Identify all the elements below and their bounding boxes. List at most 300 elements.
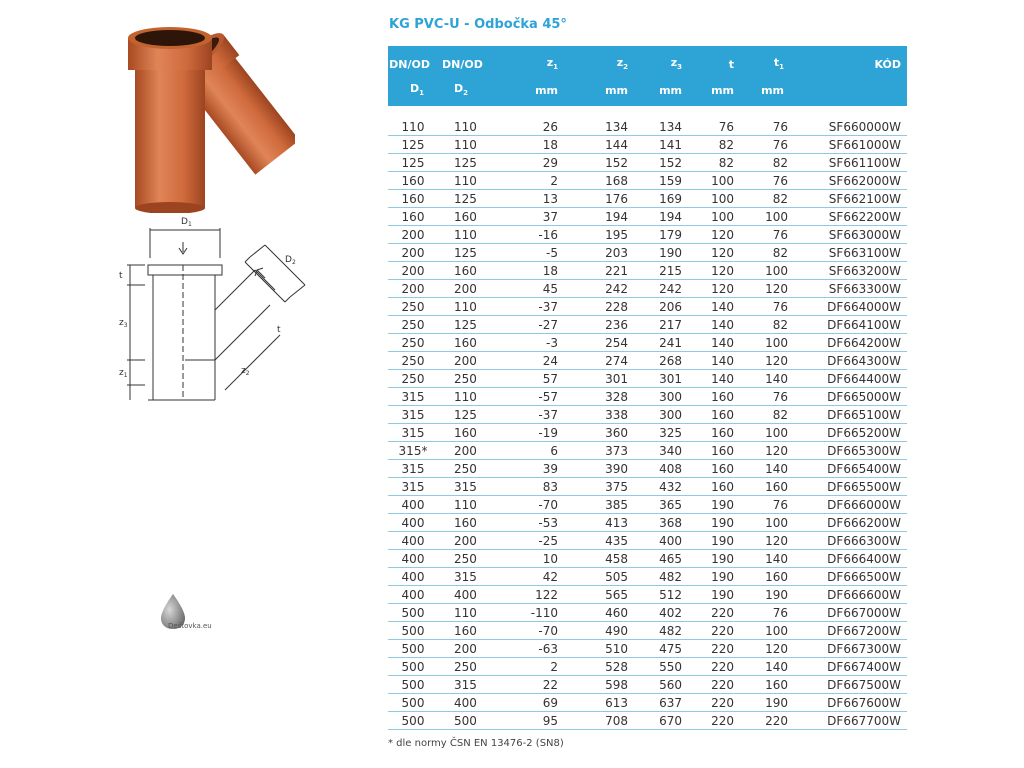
table-row (388, 676, 907, 694)
table-cell: 400 (388, 550, 438, 568)
table-cell: 110 (438, 388, 490, 406)
table-cell: 160 (682, 406, 734, 424)
table-cell: 315 (388, 478, 438, 496)
table-cell: 338 (558, 406, 628, 424)
table-cell: 140 (734, 370, 790, 388)
table-cell: 179 (628, 226, 682, 244)
table-cell: 368 (628, 514, 682, 532)
table-cell: 76 (734, 136, 790, 154)
table-row (388, 136, 907, 154)
table-cell: 190 (682, 568, 734, 586)
table-cell: 140 (682, 334, 734, 352)
table-cell: 400 (388, 496, 438, 514)
page-title: KG PVC-U - Odbočka 45° (389, 17, 567, 32)
table-cell: 100 (734, 424, 790, 442)
table-cell: 500 (388, 604, 438, 622)
table-cell: 340 (628, 442, 682, 460)
table-cell: 125 (438, 154, 490, 172)
table-cell: -16 (490, 226, 558, 244)
table-cell: 160 (438, 424, 490, 442)
table-cell: 160 (734, 676, 790, 694)
table-cell: 6 (490, 442, 558, 460)
table-cell: 125 (438, 190, 490, 208)
table-cell: 250 (388, 316, 438, 334)
header-cell: $z_2$ (616, 56, 628, 72)
table-cell: DF666400W (790, 550, 907, 568)
table-cell: 134 (628, 118, 682, 136)
table-cell: 45 (490, 280, 558, 298)
table-cell: 190 (682, 550, 734, 568)
table-cell: 560 (628, 676, 682, 694)
table-cell: 110 (438, 172, 490, 190)
table-cell: 195 (558, 226, 628, 244)
table-cell: 400 (388, 568, 438, 586)
table-cell: 315* (388, 442, 438, 460)
table-cell: SF660000W (790, 118, 907, 136)
table-cell: 250 (388, 352, 438, 370)
table-cell: SF663100W (790, 244, 907, 262)
table-cell: 250 (388, 334, 438, 352)
label-d1: $D_1$ (181, 217, 192, 228)
table-cell: 315 (388, 388, 438, 406)
table-cell: 110 (438, 604, 490, 622)
table-cell: 637 (628, 694, 682, 712)
logo-text: Dešťovka.eu (168, 622, 212, 630)
table-cell: 190 (734, 694, 790, 712)
table-cell: 160 (438, 334, 490, 352)
table-cell: 220 (682, 622, 734, 640)
table-cell: 57 (490, 370, 558, 388)
table-cell: 708 (558, 712, 628, 730)
table-cell: 385 (558, 496, 628, 514)
table-cell: 120 (682, 280, 734, 298)
table-cell: 458 (558, 550, 628, 568)
table-cell: 400 (388, 514, 438, 532)
table-cell: 220 (682, 676, 734, 694)
table-cell: 360 (558, 424, 628, 442)
table-cell: 200 (388, 244, 438, 262)
table-cell: DF664200W (790, 334, 907, 352)
table-cell: 220 (682, 694, 734, 712)
table-cell: 315 (388, 406, 438, 424)
table-row (388, 532, 907, 550)
technical-drawing (115, 210, 315, 410)
table-cell: 10 (490, 550, 558, 568)
table-cell: 190 (682, 532, 734, 550)
table-cell: 510 (558, 640, 628, 658)
table-cell: 500 (388, 622, 438, 640)
table-cell: 512 (628, 586, 682, 604)
table-cell: 400 (438, 694, 490, 712)
table-cell: 460 (558, 604, 628, 622)
header-cell: KÓD (874, 57, 901, 71)
table-cell: 200 (388, 226, 438, 244)
header-unit-cell (790, 78, 907, 106)
table-cell: 140 (734, 550, 790, 568)
table-cell: 120 (734, 532, 790, 550)
table-cell: DF667000W (790, 604, 907, 622)
table-cell: 242 (558, 280, 628, 298)
table-cell: -3 (490, 334, 558, 352)
table-cell: 100 (734, 208, 790, 226)
table-row (388, 568, 907, 586)
table-cell: 250 (438, 370, 490, 388)
table-row (388, 298, 907, 316)
table-cell: 152 (558, 154, 628, 172)
table-cell: 76 (734, 388, 790, 406)
table-cell: 200 (438, 442, 490, 460)
table-cell: 408 (628, 460, 682, 478)
table-row (388, 460, 907, 478)
table-cell: 300 (628, 388, 682, 406)
table-cell: 26 (490, 118, 558, 136)
label-z1: $z_1$ (119, 368, 128, 379)
table-cell: 82 (734, 154, 790, 172)
table-cell: 190 (682, 586, 734, 604)
table-cell: 100 (734, 334, 790, 352)
table-cell: 315 (438, 676, 490, 694)
table-cell: DF664300W (790, 352, 907, 370)
table-row (388, 262, 907, 280)
table-cell: 125 (438, 406, 490, 424)
table-cell: 241 (628, 334, 682, 352)
table-row (388, 640, 907, 658)
table-cell: 400 (628, 532, 682, 550)
table-cell: 176 (558, 190, 628, 208)
table-cell: 250 (438, 460, 490, 478)
table-cell: 125 (438, 316, 490, 334)
table-cell: 82 (734, 316, 790, 334)
header-cell: $z_1$ (546, 56, 558, 72)
table-cell: 203 (558, 244, 628, 262)
table-cell: 435 (558, 532, 628, 550)
product-photo (115, 18, 295, 213)
label-z2: $z_2$ (241, 366, 250, 377)
table-cell: 301 (628, 370, 682, 388)
table-cell: -5 (490, 244, 558, 262)
label-d2: $D_2$ (285, 255, 296, 266)
table-row (388, 154, 907, 172)
dimensions-table (388, 46, 907, 730)
table-cell: 373 (558, 442, 628, 460)
table-cell: -63 (490, 640, 558, 658)
table-cell: 76 (734, 298, 790, 316)
table-cell: 120 (682, 226, 734, 244)
table-row (388, 172, 907, 190)
table-cell: -70 (490, 496, 558, 514)
table-cell: 254 (558, 334, 628, 352)
table-cell: DF665300W (790, 442, 907, 460)
table-cell: 76 (734, 604, 790, 622)
table-cell: 160 (682, 478, 734, 496)
table-cell: 160 (734, 478, 790, 496)
table-cell: SF661100W (790, 154, 907, 172)
table-cell: 250 (438, 658, 490, 676)
header-unit-cell: mm (659, 83, 682, 97)
table-cell: 141 (628, 136, 682, 154)
label-t: t (119, 271, 123, 281)
table-row (388, 208, 907, 226)
table-cell: 160 (438, 262, 490, 280)
table-row (388, 406, 907, 424)
table-cell: 120 (734, 640, 790, 658)
table-cell: 160 (682, 388, 734, 406)
table-cell: 100 (734, 514, 790, 532)
table-cell: DF665200W (790, 424, 907, 442)
table-cell: 200 (438, 280, 490, 298)
table-cell: 2 (490, 658, 558, 676)
table-cell: 125 (438, 244, 490, 262)
table-row (388, 244, 907, 262)
header-unit-cell: mm (605, 83, 628, 97)
table-cell: DF666600W (790, 586, 907, 604)
table-cell: 465 (628, 550, 682, 568)
table-cell: 242 (628, 280, 682, 298)
table-cell: 140 (682, 370, 734, 388)
table-cell: 365 (628, 496, 682, 514)
table-row (388, 658, 907, 676)
table-cell: 200 (438, 640, 490, 658)
table-cell: 160 (734, 568, 790, 586)
table-row (388, 190, 907, 208)
table-row (388, 478, 907, 496)
header-cell: $t_1$ (773, 56, 784, 72)
table-cell: 315 (438, 568, 490, 586)
table-cell: 110 (388, 118, 438, 136)
header-cell: DN/OD (389, 57, 430, 71)
table-cell: 215 (628, 262, 682, 280)
header-unit-cell: mm (761, 83, 784, 97)
table-cell: 432 (628, 478, 682, 496)
table-cell: 159 (628, 172, 682, 190)
table-cell: 22 (490, 676, 558, 694)
table-cell: 500 (388, 694, 438, 712)
table-cell: DF666000W (790, 496, 907, 514)
table-cell: 76 (734, 172, 790, 190)
table-cell: 82 (734, 406, 790, 424)
table-row (388, 226, 907, 244)
table-row (388, 280, 907, 298)
table-cell: 300 (628, 406, 682, 424)
table-cell: 500 (388, 676, 438, 694)
table-row (388, 712, 907, 730)
table-cell: 82 (682, 154, 734, 172)
table-cell: 140 (734, 658, 790, 676)
table-cell: DF667400W (790, 658, 907, 676)
table-cell: 500 (388, 658, 438, 676)
table-cell: 220 (682, 712, 734, 730)
table-row (388, 352, 907, 370)
table-cell: 390 (558, 460, 628, 478)
table-cell: DF666500W (790, 568, 907, 586)
table-cell: DF665500W (790, 478, 907, 496)
table-cell: -27 (490, 316, 558, 334)
table-cell: 325 (628, 424, 682, 442)
table-cell: 100 (734, 622, 790, 640)
table-cell: 217 (628, 316, 682, 334)
table-cell: 140 (682, 352, 734, 370)
table-cell: 76 (682, 118, 734, 136)
table-row (388, 514, 907, 532)
table-cell: -53 (490, 514, 558, 532)
table-cell: 95 (490, 712, 558, 730)
table-cell: 76 (734, 496, 790, 514)
table-cell: 160 (388, 208, 438, 226)
table-cell: 160 (438, 208, 490, 226)
table-row (388, 622, 907, 640)
table-cell: 613 (558, 694, 628, 712)
table-cell: DF666300W (790, 532, 907, 550)
table-cell: 144 (558, 136, 628, 154)
header-cell: DN/OD (442, 57, 483, 71)
table-row (388, 694, 907, 712)
table-cell: 200 (388, 280, 438, 298)
table-cell: 160 (388, 190, 438, 208)
table-cell: 402 (628, 604, 682, 622)
table-cell: 82 (734, 244, 790, 262)
table-cell: 110 (438, 136, 490, 154)
footnote: * dle normy ČSN EN 13476-2 (SN8) (388, 738, 564, 749)
table-cell: -70 (490, 622, 558, 640)
header-unit-cell: $D_1$ (409, 82, 424, 98)
table-cell: 13 (490, 190, 558, 208)
table-cell: 315 (388, 424, 438, 442)
table-cell: 100 (734, 262, 790, 280)
table-row (388, 496, 907, 514)
table-cell: 505 (558, 568, 628, 586)
table-cell: SF662000W (790, 172, 907, 190)
table-cell: 24 (490, 352, 558, 370)
table-cell: -110 (490, 604, 558, 622)
table-cell: 76 (734, 118, 790, 136)
table-cell: 220 (734, 712, 790, 730)
table-cell: DF665000W (790, 388, 907, 406)
table-cell: -19 (490, 424, 558, 442)
table-row (388, 424, 907, 442)
table-cell: 194 (558, 208, 628, 226)
dimensions-table-container (388, 46, 907, 730)
table-cell: -37 (490, 406, 558, 424)
header-unit-cell: $D_2$ (454, 82, 469, 98)
table-cell: DF667700W (790, 712, 907, 730)
table-row (388, 334, 907, 352)
table-cell: DF667600W (790, 694, 907, 712)
table-header-row (388, 46, 907, 78)
table-cell: 120 (734, 280, 790, 298)
table-cell: 220 (682, 640, 734, 658)
table-cell: SF663300W (790, 280, 907, 298)
table-cell: SF661000W (790, 136, 907, 154)
table-cell: 670 (628, 712, 682, 730)
table-cell: DF665400W (790, 460, 907, 478)
table-cell: DF664000W (790, 298, 907, 316)
table-cell: 315 (388, 460, 438, 478)
table-cell: 2 (490, 172, 558, 190)
table-cell: 482 (628, 622, 682, 640)
table-cell: 110 (438, 118, 490, 136)
table-cell: 221 (558, 262, 628, 280)
table-cell: 69 (490, 694, 558, 712)
table-cell: 125 (388, 136, 438, 154)
table-cell: 76 (734, 226, 790, 244)
table-cell: 250 (388, 370, 438, 388)
header-cell: t (728, 57, 734, 71)
table-cell: 490 (558, 622, 628, 640)
table-cell: SF662200W (790, 208, 907, 226)
table-cell: DF664400W (790, 370, 907, 388)
table-row (388, 604, 907, 622)
table-cell: 206 (628, 298, 682, 316)
table-cell: 550 (628, 658, 682, 676)
table-cell: 168 (558, 172, 628, 190)
table-row (388, 370, 907, 388)
table-cell: 169 (628, 190, 682, 208)
table-header-units-row (388, 78, 907, 106)
table-cell: DF665100W (790, 406, 907, 424)
table-cell: 190 (628, 244, 682, 262)
table-cell: 160 (682, 460, 734, 478)
table-cell: 190 (682, 514, 734, 532)
table-cell: 413 (558, 514, 628, 532)
table-cell: 160 (388, 172, 438, 190)
table-cell: 122 (490, 586, 558, 604)
table-cell: 42 (490, 568, 558, 586)
table-cell: 110 (438, 496, 490, 514)
header-cell: $z_3$ (670, 56, 682, 72)
table-cell: -37 (490, 298, 558, 316)
table-cell: 274 (558, 352, 628, 370)
table-cell: 475 (628, 640, 682, 658)
table-cell: 160 (682, 424, 734, 442)
table-cell: 268 (628, 352, 682, 370)
table-cell: DF666200W (790, 514, 907, 532)
table-cell: -57 (490, 388, 558, 406)
table-cell: 194 (628, 208, 682, 226)
table-cell: 400 (388, 586, 438, 604)
table-cell: 100 (682, 208, 734, 226)
label-z3: $z_3$ (119, 318, 128, 329)
table-cell: 500 (388, 640, 438, 658)
table-cell: 120 (682, 244, 734, 262)
table-cell: SF662100W (790, 190, 907, 208)
table-cell: 228 (558, 298, 628, 316)
table-cell: 190 (734, 586, 790, 604)
dest-drop-logo-icon (155, 592, 225, 640)
header-unit-cell: mm (535, 83, 558, 97)
table-cell: 83 (490, 478, 558, 496)
table-cell: SF663200W (790, 262, 907, 280)
table-cell: 120 (682, 262, 734, 280)
table-cell: 220 (682, 604, 734, 622)
table-cell: 528 (558, 658, 628, 676)
table-cell: 18 (490, 136, 558, 154)
table-cell: 134 (558, 118, 628, 136)
table-cell: DF667200W (790, 622, 907, 640)
table-cell: 200 (438, 352, 490, 370)
table-cell: 250 (438, 550, 490, 568)
table-cell: 120 (734, 352, 790, 370)
table-cell: 100 (682, 190, 734, 208)
table-cell: 160 (438, 514, 490, 532)
table-cell: DF667500W (790, 676, 907, 694)
table-cell: 400 (388, 532, 438, 550)
table-cell: 82 (734, 190, 790, 208)
table-cell: SF663000W (790, 226, 907, 244)
header-unit-cell: mm (711, 83, 734, 97)
table-cell: 18 (490, 262, 558, 280)
table-cell: -25 (490, 532, 558, 550)
table-cell: 200 (388, 262, 438, 280)
